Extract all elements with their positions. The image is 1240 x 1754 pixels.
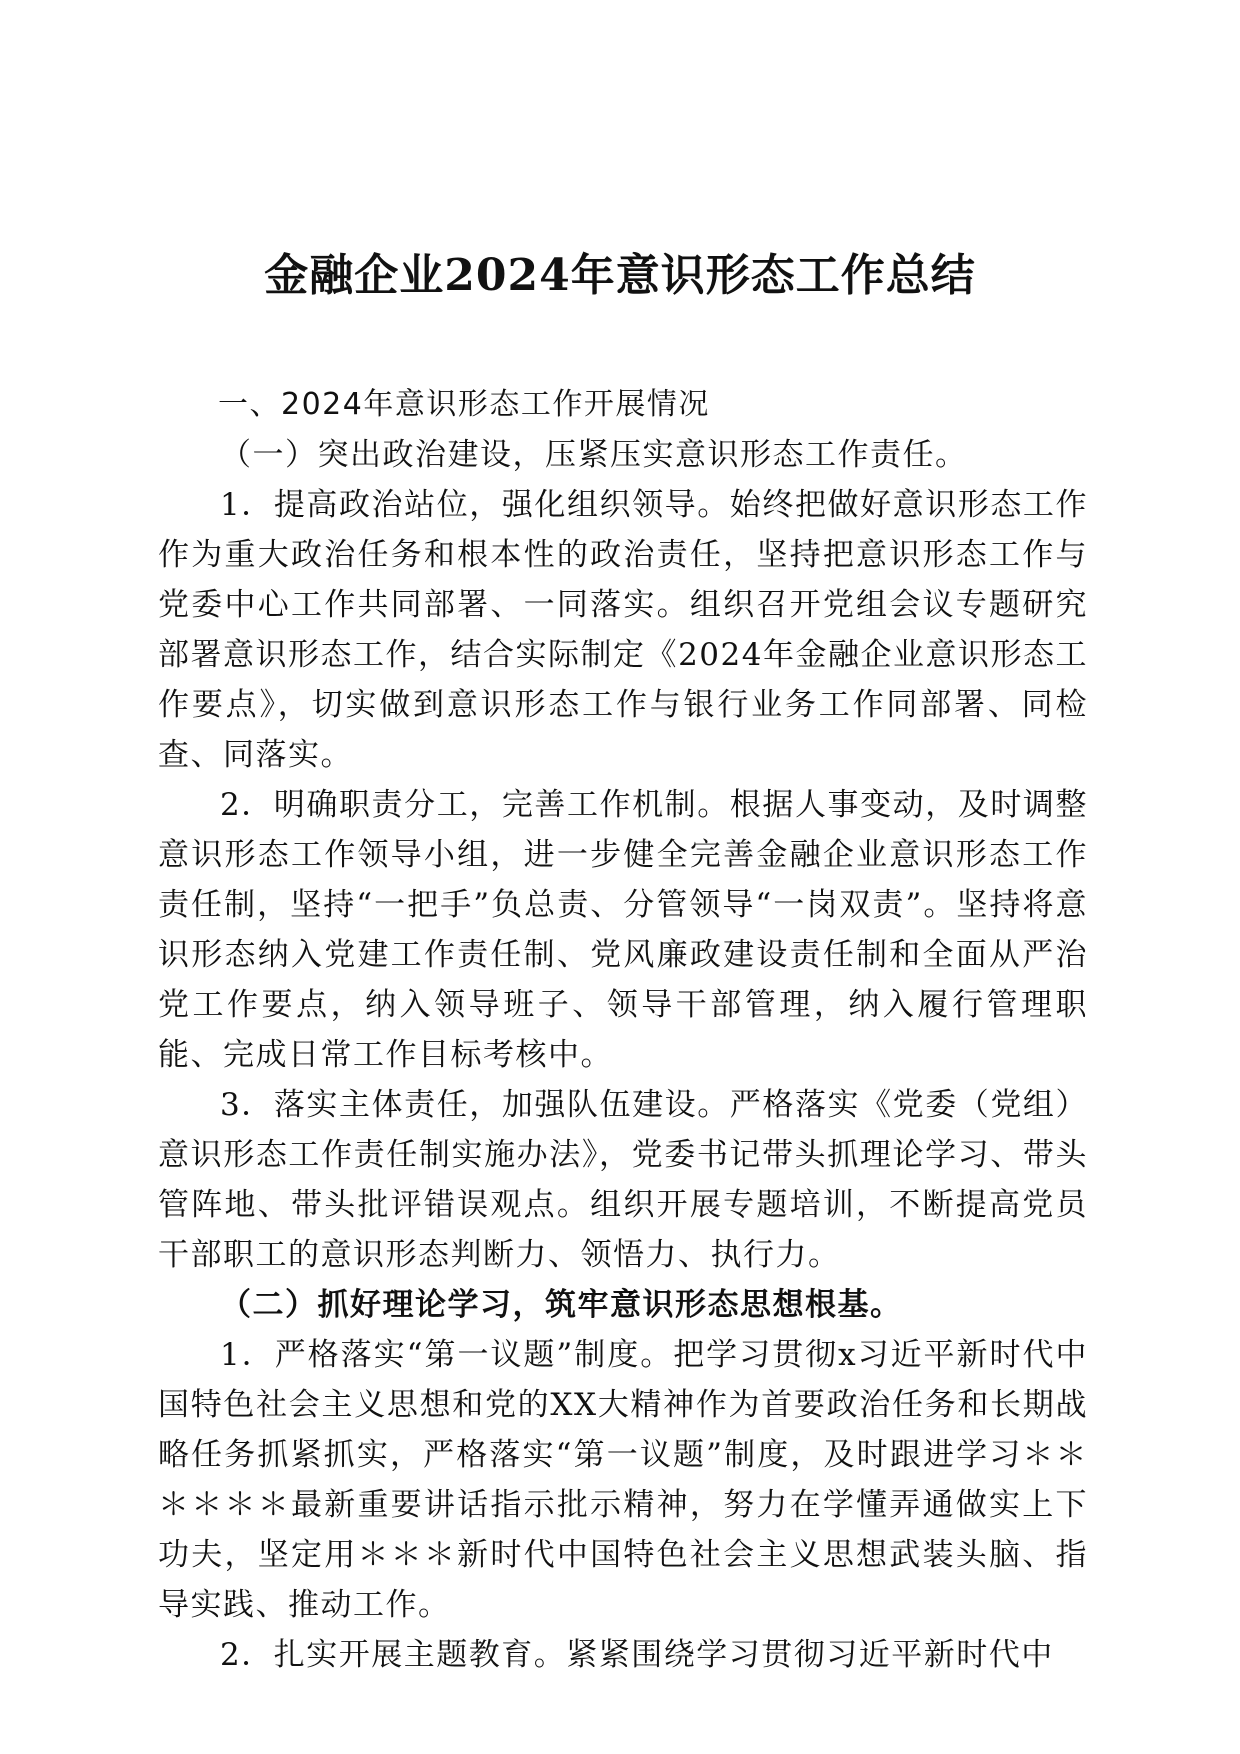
paragraph: 1．提高政治站位，强化组织领导。始终把做好意识形态工作作为重大政治任务和根本性的政治责任，坚持把意识形态工作与党委中心工作共同部署、一同落实。组织召开党组会议专题研究部署意识形态工作，结合实际制定《2024年金融企业意识形态工作要点》，切实做到意识形态工作与银行业务工作同部署、同检查、同落实。 <box>158 487 1088 773</box>
subsection-heading-2: （二）抓好理论学习，筑牢意识形态思想根基。 <box>220 1287 903 1323</box>
document-title: 金融企业2024年意识形态工作总结 <box>264 250 976 301</box>
document-body <box>158 380 1088 1680</box>
paragraph: 3．落实主体责任，加强队伍建设。严格落实《党委（党组）意识形态工作责任制实施办法》，党委书记带头抓理论学习、带头管阵地、带头批评错误观点。组织开展专题培训，不断提高党员干部职工的意识形态判断力、领悟力、执行力。 <box>158 1087 1088 1273</box>
subsection-heading-1: （一）突出政治建设，压紧压实意识形态工作责任。 <box>220 437 968 473</box>
paragraph: 2．明确职责分工，完善工作机制。根据人事变动，及时调整意识形态工作领导小组，进一步健全完善金融企业意识形态工作责任制，坚持“一把手”负总责、分管领导“一岗双责”。坚持将意识形态纳入党建工作责任制、党风廉政建设责任制和全面从严治党工作要点，纳入领导班子、领导干部管理，纳入履行管理职能、完成日常工作目标考核中。 <box>158 787 1088 1073</box>
paragraph: 1．严格落实“第一议题”制度。把学习贯彻x习近平新时代中国特色社会主义思想和党的XX大精神作为首要政治任务和长期战略任务抓紧抓实，严格落实“第一议题”制度，及时跟进学习＊＊＊＊＊＊最新重要讲话指示批示精神，努力在学懂弄通做实上下功夫，坚定用＊＊＊新时代中国特色社会主义思想武装头脑、指导实践、推动工作。 <box>158 1337 1088 1623</box>
section-heading-1: 一、2024年意识形态工作开展情况 <box>218 387 710 422</box>
paragraph: 2．扎实开展主题教育。紧紧围绕学习贯彻习近平新时代中 <box>220 1637 1054 1673</box>
